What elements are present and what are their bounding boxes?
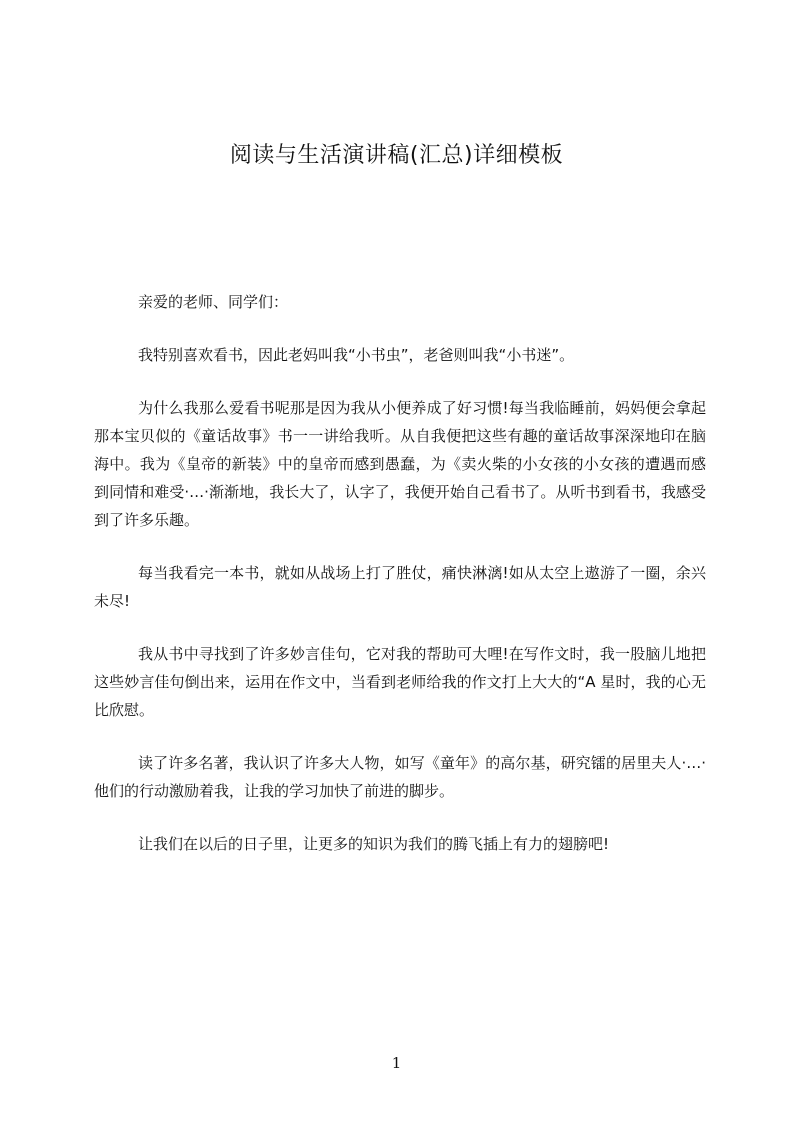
paragraph-2: 为什么我那么爱看书呢那是因为我从小便养成了好习惯!每当我临睡前，妈妈便会拿起那本宝贝似的《童话故事》书一一讲给我听。从自我便把这些有趣的童话故事深深地印在脑海中。我为《皇帝的新装》中的皇帝而感到愚蠢，为《卖火柴的小女孩的小女孩的遭遇而感到同情和难受·…·渐渐地，我长大了，认字了，我便开始自己看书了。从听书到看书，我感受到了许多乐趣。 — [94, 399, 706, 529]
paragraph-5: 读了许多名著，我认识了许多大人物，如写《童年》的高尔基，研究镭的居里夫人·…·他们的行动激励着我，让我的学习加快了前进的脚步。 — [94, 754, 706, 800]
paragraph-1: 我特别喜欢看书，因此老妈叫我“小书虫”，老爸则叫我“小书迷”。 — [138, 346, 575, 364]
document-body — [94, 288, 706, 883]
paragraph-6: 让我们在以后的日子里，让更多的知识为我们的腾飞插上有力的翅膀吧! — [138, 835, 610, 853]
page-number: 1 — [391, 1054, 402, 1072]
document-title: 阅读与生活演讲稿(汇总)详细模板 — [229, 143, 564, 168]
paragraph-4: 我从书中寻找到了许多妙言佳句，它对我的帮助可大哩!在写作文时，我一股脑儿地把这些妙言佳句倒出来，运用在作文中，当看到老师给我的作文打上大大的“A 星时，我的心无比欣慰。 — [94, 645, 706, 719]
paragraph-greeting: 亲爱的老师、同学们： — [138, 293, 289, 311]
paragraph-3: 每当我看完一本书，就如从战场上打了胜仗，痛快淋漓!如从太空上遨游了一圈，余兴未尽! — [94, 564, 706, 610]
